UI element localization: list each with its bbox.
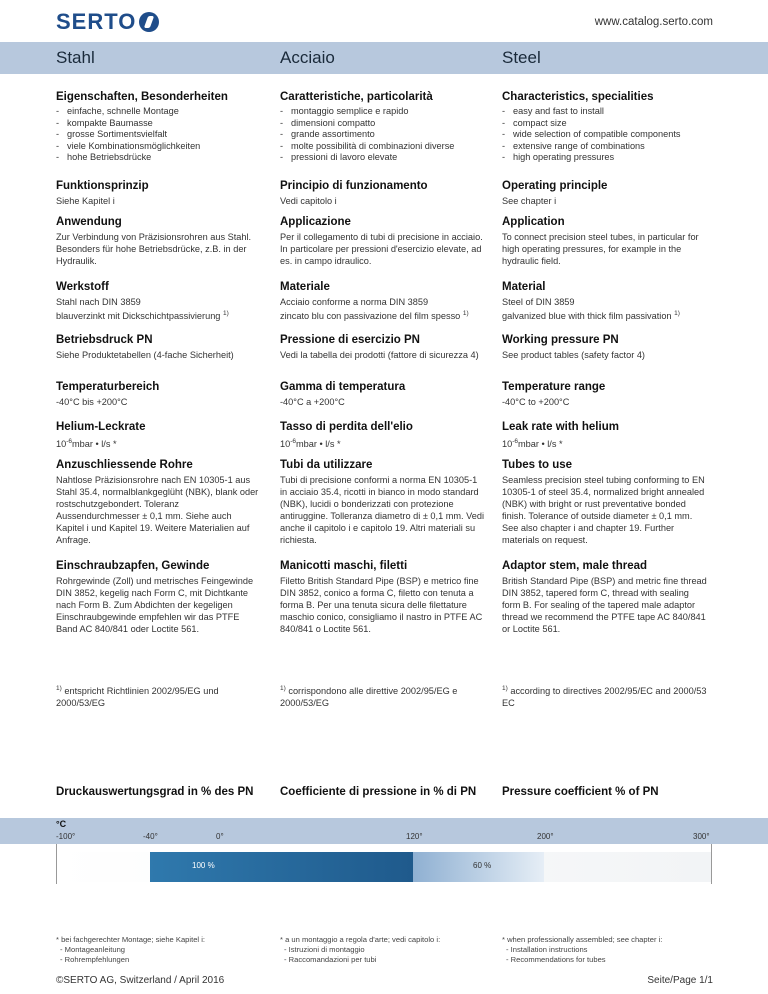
list-item: - grosse Sortimentsvielfalt xyxy=(56,129,261,141)
footnote-it xyxy=(280,683,485,709)
section-text: To connect precision steel tubes, in particular for high operating pressures, for example in the hydraulic field. xyxy=(502,232,699,266)
list-item: - montaggio semplice e rapido xyxy=(280,106,485,118)
serto-logo xyxy=(56,10,159,34)
material-section-de xyxy=(56,280,261,322)
note-line: - Installation instructions xyxy=(506,945,588,954)
assembly-note-en xyxy=(502,935,712,965)
tubes-section-en xyxy=(502,458,707,546)
tick-label: 300° xyxy=(693,832,710,841)
note-line: - Istruzioni di montaggio xyxy=(284,945,365,954)
section-heading: Einschraubzapfen, Gewinde xyxy=(56,560,210,572)
section-heading: Tubi da utilizzare xyxy=(280,459,373,471)
material-line xyxy=(502,308,707,322)
section-text: British Standard Pipe (BSP) and metric fine thread DIN 3852, tapered form C, thread with sealing form B. For sealing of the tapered male adaptor thread we recommend the PTFE tape AC 840/841 or Loctite 561. xyxy=(502,576,707,634)
section-text: -40°C a +200°C xyxy=(280,397,345,407)
footnote-en xyxy=(502,683,707,709)
footnote-text: corrispondono alle direttive 2002/95/EG e 2000/53/EG xyxy=(280,686,458,709)
section-heading: Tubes to use xyxy=(502,459,573,471)
section-heading: Applicazione xyxy=(280,216,351,228)
footnote-mark: 1) xyxy=(56,685,62,692)
section-heading: Eigenschaften, Besonderheiten xyxy=(56,91,228,103)
exponent: -6 xyxy=(66,438,73,445)
section-heading: Application xyxy=(502,216,565,228)
principle-section-en xyxy=(502,179,707,207)
tick-line xyxy=(711,844,712,884)
section-text: Seamless precision steel tubing conforming to EN 10305-1 of steel 35.4, normalized bright annealed (NBK) with bright or rust preventative bonded finish. Tolerance of outside diameter ± 0,1 mm. See also chapter i and chapter 19. Further materials on request. xyxy=(502,475,705,545)
pressure-coefficient-title: Druckauswertungsgrad in % des PN xyxy=(56,786,254,798)
temperature-section-en xyxy=(502,380,707,408)
note-line: * bei fachgerechter Montage; siehe Kapitel i: xyxy=(56,935,206,944)
footnote-mark: 1) xyxy=(280,685,286,692)
material-section-en xyxy=(502,280,707,322)
exponent: -6 xyxy=(290,438,297,445)
section-heading: Helium-Leckrate xyxy=(56,421,146,433)
list-item: - viele Kombinationsmöglichkeiten xyxy=(56,141,261,153)
section-text: Zur Verbindung von Präzisionsrohren aus Stahl. Besonders für hohe Betriebsdrücke, z.B. in der Hydraulik. xyxy=(56,232,252,266)
section-text: Vedi la tabella dei prodotti (fattore di sicurezza 4) xyxy=(280,350,479,360)
properties-list xyxy=(502,106,707,164)
note-line: - Montageanleitung xyxy=(60,945,126,954)
section-text: $10^{-6}mbar$ • l/s * xyxy=(280,438,341,450)
material-section-it xyxy=(280,280,485,322)
leak-rate-section-de xyxy=(56,420,261,450)
thread-section-de xyxy=(56,559,261,635)
section-heading: Anwendung xyxy=(56,216,122,228)
properties-section-de xyxy=(56,90,261,164)
temperature-section-de xyxy=(56,380,261,408)
section-heading: Leak rate with helium xyxy=(502,421,619,433)
footnote-mark: 1) xyxy=(462,310,469,317)
header-german: Stahl xyxy=(56,48,95,67)
list-item: - compact size xyxy=(502,118,707,130)
section-text: Siehe Produktetabellen (4-fache Sicherheit) xyxy=(56,350,234,360)
leak-rate-section-it xyxy=(280,420,485,450)
section-heading: Working pressure PN xyxy=(502,334,619,346)
copyright: ©SERTO AG, Switzerland / April 2016 xyxy=(56,975,225,986)
section-text: Siehe Kapitel i xyxy=(56,196,115,206)
properties-section-en xyxy=(502,90,707,164)
material-line: Acciaio conforme a norma DIN 3859 xyxy=(280,297,429,307)
temperature-scale-band xyxy=(0,818,768,844)
application-section-it xyxy=(280,215,485,267)
section-text: Vedi capitolo i xyxy=(280,196,337,206)
pressure-band-label: 60 % xyxy=(473,861,492,870)
note-line: - Raccomandazioni per tubi xyxy=(284,955,377,964)
section-heading: Materiale xyxy=(280,281,330,293)
pressure-coefficient-title: Coefficiente di pressione in % di PN xyxy=(280,786,477,798)
logo-text: SERTO xyxy=(56,9,137,34)
section-heading: Werkstoff xyxy=(56,281,109,293)
material-line: Stahl nach DIN 3859 xyxy=(56,297,141,307)
section-text: Rohrgewinde (Zoll) und metrisches Feingewinde DIN 3852, kegelig nach Form C, mit Dichtkante nach Form B. Zum Abdichten der kegeligen Einschraubgewinde empfehlen wir das PTFE Band AC 840/841 oder Loctite 561. xyxy=(56,576,254,634)
pressure-section-de xyxy=(56,333,261,361)
footnote-text: entspricht Richtlinien 2002/95/EG und 2000/53/EG xyxy=(56,686,219,709)
properties-list xyxy=(56,106,261,164)
header-english: Steel xyxy=(502,48,541,67)
section-heading: Manicotti maschi, filetti xyxy=(280,560,408,572)
list-item: - hohe Betriebsdrücke xyxy=(56,152,261,164)
pressure-band-label: 100 % xyxy=(192,861,215,870)
assembly-note-de xyxy=(56,935,266,965)
section-heading: Temperature range xyxy=(502,381,606,393)
material-line xyxy=(56,308,261,322)
note-line: - Rohrempfehlungen xyxy=(60,955,130,964)
header-italian: Acciaio xyxy=(280,48,335,67)
list-item: - dimensioni compatto xyxy=(280,118,485,130)
section-text: $10^{-6}mbar$ • l/s * xyxy=(502,438,563,450)
section-heading: Operating principle xyxy=(502,180,608,192)
tick-label: -40° xyxy=(143,832,158,841)
list-item: - pressioni di lavoro elevate xyxy=(280,152,485,164)
logo-mark-icon xyxy=(139,12,159,32)
note-line: - Recommendations for tubes xyxy=(506,955,606,964)
properties-list xyxy=(280,106,485,164)
section-heading: Principio di funzionamento xyxy=(280,180,428,192)
footnote-mark: 1) xyxy=(222,310,229,317)
section-text: $10^{-6}mbar$ • l/s * xyxy=(56,438,117,450)
footnote-mark: 1) xyxy=(674,310,680,317)
section-heading: Caratteristiche, particolarità xyxy=(280,91,433,103)
language-header-band xyxy=(0,42,768,74)
principle-section-de xyxy=(56,179,261,207)
section-heading: Tasso di perdita dell'elio xyxy=(280,421,413,433)
exponent: -6 xyxy=(512,438,519,445)
footnote-mark: 1) xyxy=(502,685,508,692)
tick-label: 200° xyxy=(537,832,554,841)
section-text: Tubi di precisione conformi a norma EN 10305-1 in acciaio 35.4, ricotti in bianco in modo standard (NBK), lucidi o bonderizzati con protezione antiruggine. Tolleranza diametro di ± 0,1 mm. Vedi anche il capitolo i e capitolo 19. Altri materiali su richiesta. xyxy=(280,475,485,545)
note-line: * a un montaggio a regola d'arte; vedi capitolo i: xyxy=(280,935,441,944)
section-heading: Adaptor stem, male thread xyxy=(502,560,648,572)
tubes-section-de xyxy=(56,458,261,546)
note-line: * when professionally assembled; see chapter i: xyxy=(502,935,663,944)
section-heading: Material xyxy=(502,281,546,293)
section-text: Nahtlose Präzisionsrohre nach EN 10305-1 aus Stahl 35.4, normalblankgeglüht (NBK), blank oder rostschutzgebondert. Toleranz Aussendurchmesser ± 0,1 mm. Siehe auch Kapitel i und Kapitel 19. Weitere Materialien auf Anfrage. xyxy=(56,475,259,545)
material-text: zincato blu con passivazione del film spesso xyxy=(280,311,461,322)
list-item: - kompakte Baumasse xyxy=(56,118,261,130)
pressure-coefficient-title: Pressure coefficient % of PN xyxy=(502,786,659,798)
material-text: blauverzinkt mit Dickschichtpassivierung xyxy=(56,311,221,322)
section-text: See product tables (safety factor 4) xyxy=(502,350,645,360)
material-line xyxy=(280,308,485,322)
tick-label: -100° xyxy=(56,832,76,841)
application-section-de xyxy=(56,215,261,267)
properties-section-it xyxy=(280,90,485,164)
temperature-unit: °C xyxy=(56,819,67,829)
thread-section-en xyxy=(502,559,707,635)
section-heading: Temperaturbereich xyxy=(56,381,160,393)
temperature-section-it xyxy=(280,380,485,408)
footnote-text: according to directives 2002/95/EC and 2000/53 EC xyxy=(502,686,707,709)
section-text: -40°C bis +200°C xyxy=(56,397,128,407)
list-item: - molte possibilità di combinazioni diverse xyxy=(280,141,485,153)
section-text: Filetto British Standard Pipe (BSP) e metrico fine DIN 3852, conico a forma C, filetto con tenuta a forma B. Per una tenuta sicura delle filettature maschio conico, consigliamo il nastro in PTFE AC 840/841 o Loctite 561. xyxy=(280,576,483,634)
tubes-section-it xyxy=(280,458,485,546)
thread-section-it xyxy=(280,559,485,635)
pressure-section-en xyxy=(502,333,707,361)
tick-label: 120° xyxy=(406,832,423,841)
pressure-section-it xyxy=(280,333,485,361)
pressure-band-100 xyxy=(150,852,413,882)
assembly-note-it xyxy=(280,935,490,965)
catalog-url[interactable]: www.catalog.serto.com xyxy=(594,16,713,28)
section-heading: Funktionsprinzip xyxy=(56,180,149,192)
leak-rate-section-en xyxy=(502,420,707,450)
section-heading: Characteristics, specialities xyxy=(502,91,654,103)
section-heading: Anzuschliessende Rohre xyxy=(56,459,193,471)
material-text: galvanized blue with thick film passivation xyxy=(502,311,672,322)
section-text: -40°C to +200°C xyxy=(502,397,570,407)
page-number: Seite/Page 1/1 xyxy=(647,975,713,986)
tick-line xyxy=(56,844,57,884)
tick-label: 0° xyxy=(216,832,224,841)
section-text: Per il collegamento di tubi di precisione in acciaio. In particolare per pressioni d'esercizio elevate, ad es. in campo idraulico. xyxy=(280,232,483,266)
footnote-de xyxy=(56,683,261,709)
section-text: See chapter i xyxy=(502,196,557,206)
list-item: - extensive range of combinations xyxy=(502,141,707,153)
section-heading: Betriebsdruck PN xyxy=(56,334,153,346)
list-item: - wide selection of compatible components xyxy=(502,129,707,141)
list-item: - high operating pressures xyxy=(502,152,707,164)
list-item: - easy and fast to install xyxy=(502,106,707,118)
list-item: - einfache, schnelle Montage xyxy=(56,106,261,118)
principle-section-it xyxy=(280,179,485,207)
section-heading: Pressione di esercizio PN xyxy=(280,334,420,346)
application-section-en xyxy=(502,215,707,267)
material-line: Steel of DIN 3859 xyxy=(502,297,575,307)
list-item: - grande assortimento xyxy=(280,129,485,141)
section-heading: Gamma di temperatura xyxy=(280,381,406,393)
